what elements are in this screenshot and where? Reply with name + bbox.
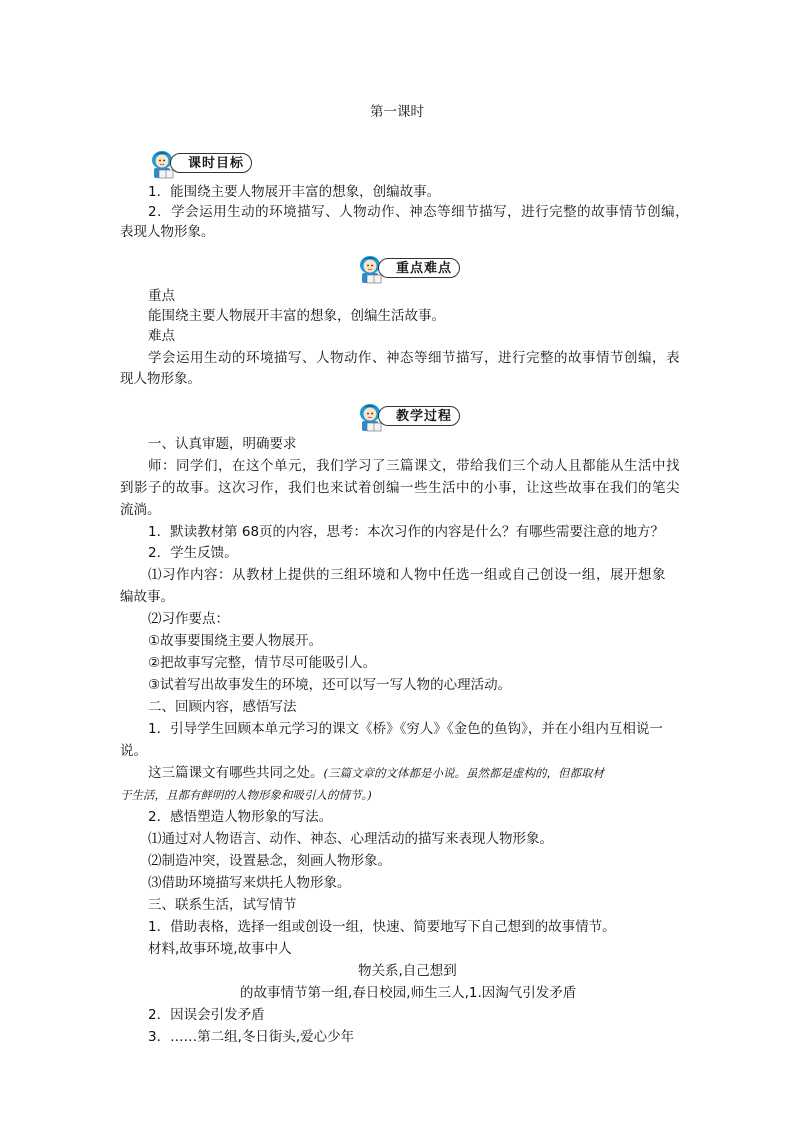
hard-text: 现人物形象。 bbox=[120, 371, 201, 387]
process-badge-label: 教学过程 bbox=[378, 406, 460, 426]
table-text: 的故事情节第一组,春日校园,师生三人,1.因淘气引发矛盾 bbox=[240, 985, 577, 1001]
list-item: ③试着写出故事发生的环境，还可以写一写人物的心理活动。 bbox=[148, 677, 512, 693]
list-item: 说。 bbox=[120, 743, 147, 759]
list-item: ⑴习作内容：从教材上提供的三组环境和人物中任选一组或自己创设一组，展开想象 bbox=[148, 567, 666, 583]
objective-line: 表现人物形象。 bbox=[120, 224, 215, 240]
table-text: 2．因误会引发矛盾 bbox=[148, 1007, 265, 1023]
answer-note: (三篇文章的文体都是小说。虽然都是虚构的，但都取材 bbox=[323, 766, 604, 780]
objectives-badge-label: 课时目标 bbox=[170, 153, 252, 173]
key-text: 能围绕主要人物展开丰富的想象，创编生活故事。 bbox=[148, 308, 445, 324]
list-item: ⑴通过对人物语言、动作、神态、心理活动的描写来表现人物形象。 bbox=[148, 831, 553, 847]
hard-text: 学会运用生动的环境描写、人物动作、神态等细节描写，进行完整的故事情节创编，表 bbox=[148, 350, 680, 366]
section-heading: 三、联系生活，试写情节 bbox=[148, 897, 297, 913]
table-text: 物关系,自己想到 bbox=[358, 963, 457, 979]
list-item: ②把故事写完整，情节尽可能吸引人。 bbox=[148, 655, 377, 671]
list-item: 编故事。 bbox=[120, 589, 174, 605]
objectives-badge bbox=[148, 146, 260, 180]
section-heading: 一、认真审题，明确要求 bbox=[148, 436, 297, 452]
page-title: 第一课时 bbox=[370, 104, 424, 120]
list-item: ①故事要围绕主要人物展开。 bbox=[148, 633, 323, 649]
list-item: 2．学生反馈。 bbox=[148, 545, 238, 561]
list-item: 1．默读教材第 68页的内容，思考：本次习作的内容是什么？有哪些需要注意的地方？ bbox=[148, 524, 665, 540]
list-item: 2．感悟塑造人物形象的写法。 bbox=[148, 809, 333, 825]
key-points-badge bbox=[356, 251, 468, 285]
list-item: 1．引导学生回顾本单元学习的课文《桥》《穷人》《金色的鱼钩》，并在小组内互相说一 bbox=[148, 721, 663, 737]
paragraph-line: 到影子的故事。这次习作，我们也来试着创编一些生活中的小事，让这些故事在我们的笔尖 bbox=[120, 480, 680, 496]
key-points-badge-label: 重点难点 bbox=[378, 258, 460, 278]
question-text: 这三篇课文有哪些共同之处。 bbox=[148, 765, 324, 781]
list-item: ⑶借助环境描写来烘托人物形象。 bbox=[148, 875, 351, 891]
paragraph-line: 师：同学们，在这个单元，我们学习了三篇课文，带给我们三个动人且都能从生活中找 bbox=[148, 458, 680, 474]
list-item: ⑵习作要点： bbox=[148, 611, 229, 627]
table-text: 材料,故事环境,故事中人 bbox=[148, 941, 292, 957]
hard-label: 难点 bbox=[148, 328, 175, 344]
objective-line: 1．能围绕主要人物展开丰富的想象，创编故事。 bbox=[148, 184, 441, 200]
section-heading: 二、回顾内容，感悟写法 bbox=[148, 699, 297, 715]
paragraph-line: 流淌。 bbox=[120, 502, 161, 518]
question-line bbox=[148, 763, 604, 783]
table-text: 3．……第二组,冬日街头,爱心少年 bbox=[148, 1029, 355, 1045]
answer-note: 于生活，且都有鲜明的人物形象和吸引人的情节。) bbox=[120, 788, 372, 802]
objective-line: 2．学会运用生动的环境描写、人物动作、神态等细节描写，进行完整的故事情节创编， bbox=[148, 204, 690, 220]
list-item: ⑵制造冲突，设置悬念，刻画人物形象。 bbox=[148, 853, 391, 869]
process-badge bbox=[356, 399, 468, 433]
key-label: 重点 bbox=[148, 288, 175, 304]
list-item: 1．借助表格，选择一组或创设一组，快速、简要地写下自己想到的故事情节。 bbox=[148, 919, 616, 935]
